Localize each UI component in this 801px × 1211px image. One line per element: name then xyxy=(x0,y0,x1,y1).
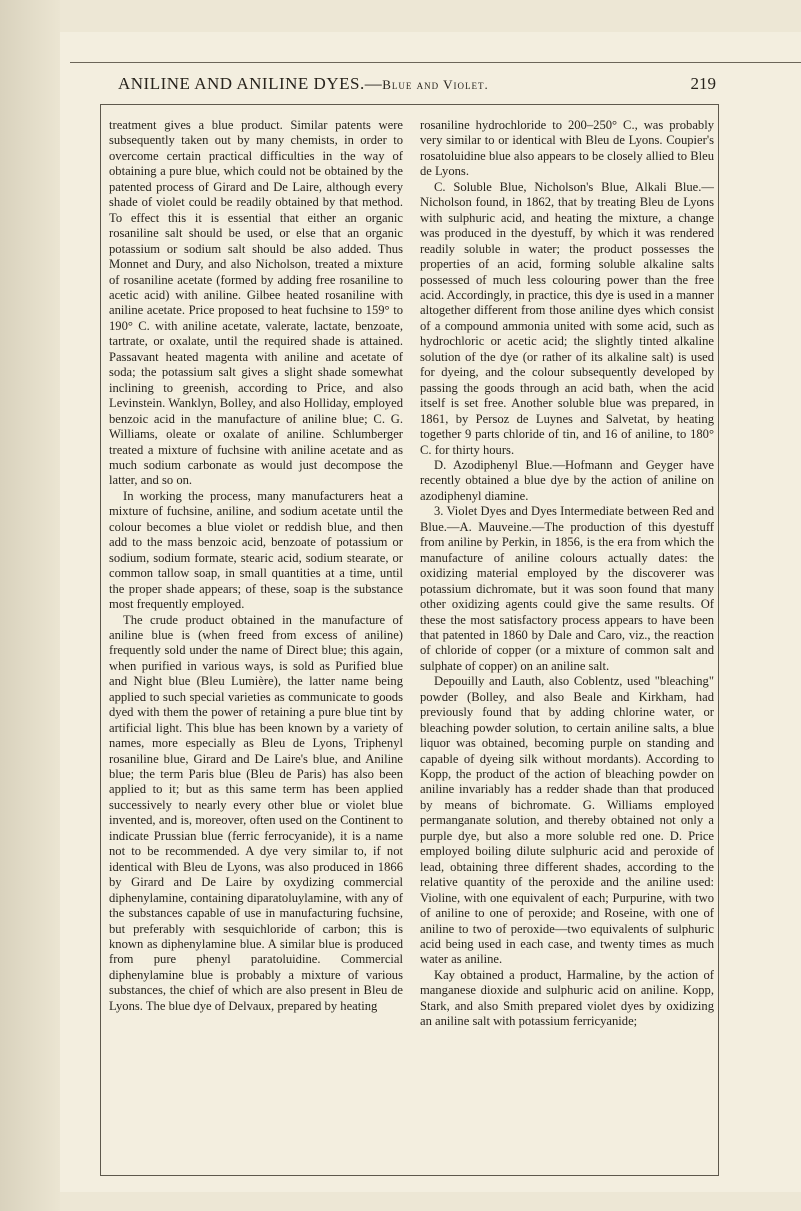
running-title-main: ANILINE AND ANILINE DYES.— xyxy=(118,74,383,93)
paragraph: C. Soluble Blue, Nicholson's Blue, Alkali Blue.—Nicholson found, in 1862, that by treating Bleu de Lyons with sulphuric acid, and heating the mixture, a change was produced in the dyestuff, by which it was rendered readily soluble in water; the product possesses the properties of an acid, forming soluble alkaline salts possessed of much less colouring power than the free acid. Accordingly, in practice, this dye is used in a manner altogether different from those aniline dyes which consist of a compound ammonia united with some acid, such as hydrochloric or acetic acid; the slightly tinted alkaline solution of the dye (or rather of its alkaline salt) is used for dyeing, and the colour subsequently developed by passing the goods through an acid bath, when the acid itself is set free. Another soluble blue was prepared, in 1861, by Persoz de Luynes and Salvetat, by heating together 9 parts chloride of tin, and 16 of aniline, to 180° C. for thirty hours. xyxy=(420,179,714,457)
paragraph: The crude product obtained in the manufacture of aniline blue is (when freed from excess of aniline) frequently sold under the name of Direct blue; this again, when purified in various ways, is sold as Purified blue and Night blue (Bleu Lumière), the latter name being applied to such special varieties as communicate to goods dyed with them the power of retaining a pure blue tint by artificial light. This blue has been known by a variety of names, more especially as Bleu de Lyons, Triphenyl rosaniline blue, Girard and De Laire's blue, and Aniline blue; the term Paris blue (Bleu de Paris) has also been applied to it; but as this same term has been applied successively to nearly every other blue or violet blue invented, and is, moreover, often used on the Continent to indicate Prussian blue (ferric ferrocyanide), it is a name not to be recommended. A dye very similar to, if not identical with Bleu de Lyons, was also produced in 1866 by Girard and De Laire by oxydizing commercial diphenylamine, containing diparatoluylamine, with any of the substances capable of use in manufacturing fuchsine, but preferably with sesquichloride of carbon; this is known as diphenylamine blue. A similar blue is produced from pure phenyl paratoluidine. Commercial diphenylamine blue is probably a mixture of various substances, the chief of which are also present in Bleu de Lyons. The blue dye of Delvaux, prepared by heating xyxy=(109,612,403,1013)
paragraph: treatment gives a blue product. Similar patents were subsequently taken out by many chemists, in order to overcome certain practical difficulties in the way of obtaining a pure blue, which could not be obtained by the patented process of Girard and De Laire, although every shade of violet could be readily obtained by that method. To effect this it is essential that either an organic rosaniline salt should be used, or else that an organic potassium or sodium salt should be also added. Thus Monnet and Dury, and also Nicholson, treated a mixture of rosaniline acetate (formed by adding free rosaniline to acetic acid) with aniline. Gilbee heated rosaniline with aniline acetate. Price proposed to heat fuchsine to 159° to 190° C. with aniline acetate, valerate, lactate, benzoate, tartrate, or oxalate, until the required shade is attained. Passavant heated magenta with aniline and acetate of soda; the potassium salt gives a slight shade somewhat inclining to greenish, according to Price, and also Levinstein. Wanklyn, Bolley, and also Holliday, employed benzoic acid in the manufacture of aniline blue; C. G. Williams, oleate or oxalate of aniline. Schlumberger treated a mixture of fuchsine with aniline acetate and as much sodium carbonate as would just decompose the latter, and so on. xyxy=(109,118,403,488)
paragraph: Kay obtained a product, Harmaline, by the action of manganese dioxide and sulphuric acid on aniline. Kopp, Stark, and also Smith prepared violet dyes by oxidizing an aniline salt with potassium ferricyanide; xyxy=(420,967,714,1029)
page-number: 219 xyxy=(690,74,716,93)
running-title-sub: Blue and Violet. xyxy=(382,77,489,92)
running-head xyxy=(118,74,716,98)
paragraph: rosaniline hydrochloride to 200–250° C., was probably very similar to or identical with Bleu de Lyons. Coupier's rosatoluidine blue also appears to be closely allied to Bleu de Lyons. xyxy=(420,118,714,179)
top-rule xyxy=(70,62,801,63)
paragraph: D. Azodiphenyl Blue.—Hofmann and Geyger have recently obtained a blue dye by the action of aniline on azodiphenyl diamine. xyxy=(420,457,714,503)
paragraph: Depouilly and Lauth, also Coblentz, used "bleaching" powder (Bolley, and also Beale and Kirkham, had previously found that by adding chlorine water, or bleaching powder solution, to certain aniline salts, a blue liquor was obtained, becoming purple on standing and capable of dyeing silk without mordants). According to Kopp, the product of the action of bleaching powder on aniline invariably has a redder shade than that produced by means of bichromate. G. Williams employed permanganate solution, and thereby obtained not only a purple dye, but also a more soluble red one. D. Price employed boiling dilute sulphuric acid and peroxide of lead, obtaining three different shades, according to the relative quantity of the peroxide and the aniline used: Violine, with one equivalent of each; Purpurine, with two of aniline to one of peroxide; and Roseine, with one of aniline to two of peroxide—two equivalents of sulphuric acid being used in each case, and twenty times as much water as aniline. xyxy=(420,674,714,967)
right-column xyxy=(420,118,714,1163)
left-column xyxy=(109,118,403,1163)
paragraph: 3. Violet Dyes and Dyes Intermediate between Red and Blue.—A. Mauveine.—The production of this dyestuff from aniline by Perkin, in 1856, is the era from which the manufacture of aniline colours actually dates: the oxidizing material employed by the discoverer was potassium dichromate, but it was soon found that many other oxidizing agents could give the same results. Of these the most satisfactory process appears to have been that patented in 1860 by Dale and Caro, viz., the reaction of chloride of copper (or a mixture of common salt and sulphate of copper) on an aniline salt. xyxy=(420,504,714,673)
paragraph: In working the process, many manufacturers heat a mixture of fuchsine, aniline, and sodium acetate until the colour becomes a blue violet or reddish blue, and then add to the mass benzoic acid, benzoate of potassium or sodium, sodium formate, stearic acid, sodium stearate, or common tallow soap, in small quantities at a time, until the proper shade appears; of these, soap is the substance most frequently employed. xyxy=(109,488,403,612)
page-gutter-shadow xyxy=(0,0,60,1211)
running-title xyxy=(118,74,588,94)
